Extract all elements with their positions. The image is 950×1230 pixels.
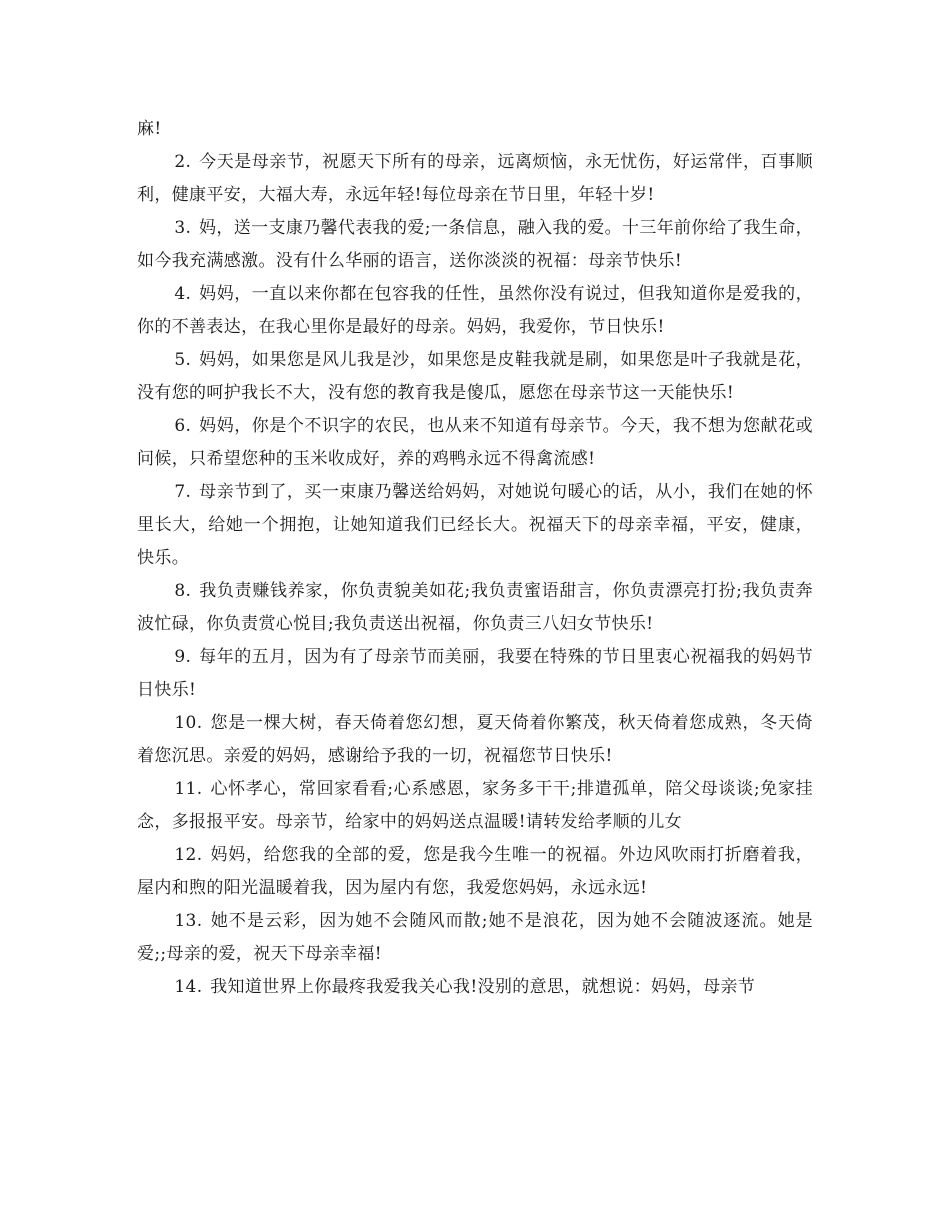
item-text: 妈妈，你是个不识字的农民，也从来不知道有母亲节。今天，我不想为您献花或问候，只希望您种的玉米收成好，养的鸡鸭永远不得禽流感! [137, 416, 813, 469]
item-number: 4. [174, 284, 192, 304]
item-text: 妈，送一支康乃馨代表我的爱;一条信息，融入我的爱。十三年前你给了我生命，如今我充满感激。没有什么华丽的语言，送你淡淡的祝福：母亲节快乐! [137, 218, 813, 271]
item-text: 妈妈，一直以来你都在包容我的任性，虽然你没有说过，但我知道你是爱我的，你的不善表达，在我心里你是最好的母亲。妈妈，我爱你，节日快乐! [137, 284, 813, 337]
list-item [137, 212, 813, 278]
item-text: 妈妈，如果您是风儿我是沙，如果您是皮鞋我就是刷，如果您是叶子我就是花，没有您的呵护我长不大，没有您的教育我是傻瓜，愿您在母亲节这一天能快乐! [137, 350, 813, 403]
list-item [137, 839, 813, 905]
list-item [137, 278, 813, 344]
item-number: 2. [174, 152, 192, 172]
item-text: 母亲节到了，买一束康乃馨送给妈妈，对她说句暖心的话，从小，我们在她的怀里长大，给她一个拥抱，让她知道我们已经长大。祝福天下的母亲幸福，平安，健康，快乐。 [137, 482, 813, 568]
list-item [137, 641, 813, 707]
item-number: 13. [174, 911, 203, 931]
list-item [137, 476, 813, 575]
item-number: 6. [174, 416, 192, 436]
item-text: 每年的五月，因为有了母亲节而美丽，我要在特殊的节日里衷心祝福我的妈妈节日快乐! [137, 647, 813, 700]
document-body [137, 113, 813, 1004]
item-text: 她不是云彩，因为她不会随风而散;她不是浪花，因为她不会随波逐流。她是爱;;母亲的爱，祝天下母亲幸福! [137, 911, 813, 964]
item-number: 9. [174, 647, 192, 667]
item-text: 妈妈，给您我的全部的爱，您是我今生唯一的祝福。外边风吹雨打折磨着我，屋内和煦的阳光温暖着我，因为屋内有您，我爱您妈妈，永远永远! [137, 845, 813, 898]
item-number: 8. [174, 581, 192, 601]
item-number: 14. [174, 977, 203, 997]
item-text: 今天是母亲节，祝愿天下所有的母亲，远离烦恼，永无忧伤，好运常伴，百事顺利，健康平安，大福大寿，永远年轻!每位母亲在节日里，年轻十岁! [137, 152, 813, 205]
list-item [137, 146, 813, 212]
list-item [137, 905, 813, 971]
item-number: 7. [174, 482, 192, 502]
list-item [137, 707, 813, 773]
list-item [137, 410, 813, 476]
item-number: 3. [174, 218, 192, 238]
list-item [137, 575, 813, 641]
item-text: 心怀孝心，常回家看看;心系感恩，家务多干干;排遣孤单，陪父母谈谈;免家挂念，多报报平安。母亲节，给家中的妈妈送点温暖!请转发给孝顺的儿女 [137, 779, 813, 832]
list-item [137, 344, 813, 410]
item-number: 12. [174, 845, 203, 865]
item-number: 10. [174, 713, 203, 733]
item-number: 5. [174, 350, 192, 370]
item-text: 我负责赚钱养家，你负责貌美如花;我负责蜜语甜言，你负责漂亮打扮;我负责奔波忙碌，你负责赏心悦目;我负责送出祝福，你负责三八妇女节快乐! [137, 581, 813, 634]
item-text: 您是一棵大树，春天倚着您幻想，夏天倚着你繁茂，秋天倚着您成熟，冬天倚着您沉思。亲爱的妈妈，感谢给予我的一切，祝福您节日快乐! [137, 713, 813, 766]
item-text: 我知道世界上你最疼我爱我关心我!没别的意思，就想说：妈妈，母亲节 [210, 977, 756, 997]
list-item [137, 773, 813, 839]
list-item [137, 971, 813, 1004]
item-number: 11. [174, 779, 203, 799]
continuation-text: 麻! [137, 119, 162, 139]
